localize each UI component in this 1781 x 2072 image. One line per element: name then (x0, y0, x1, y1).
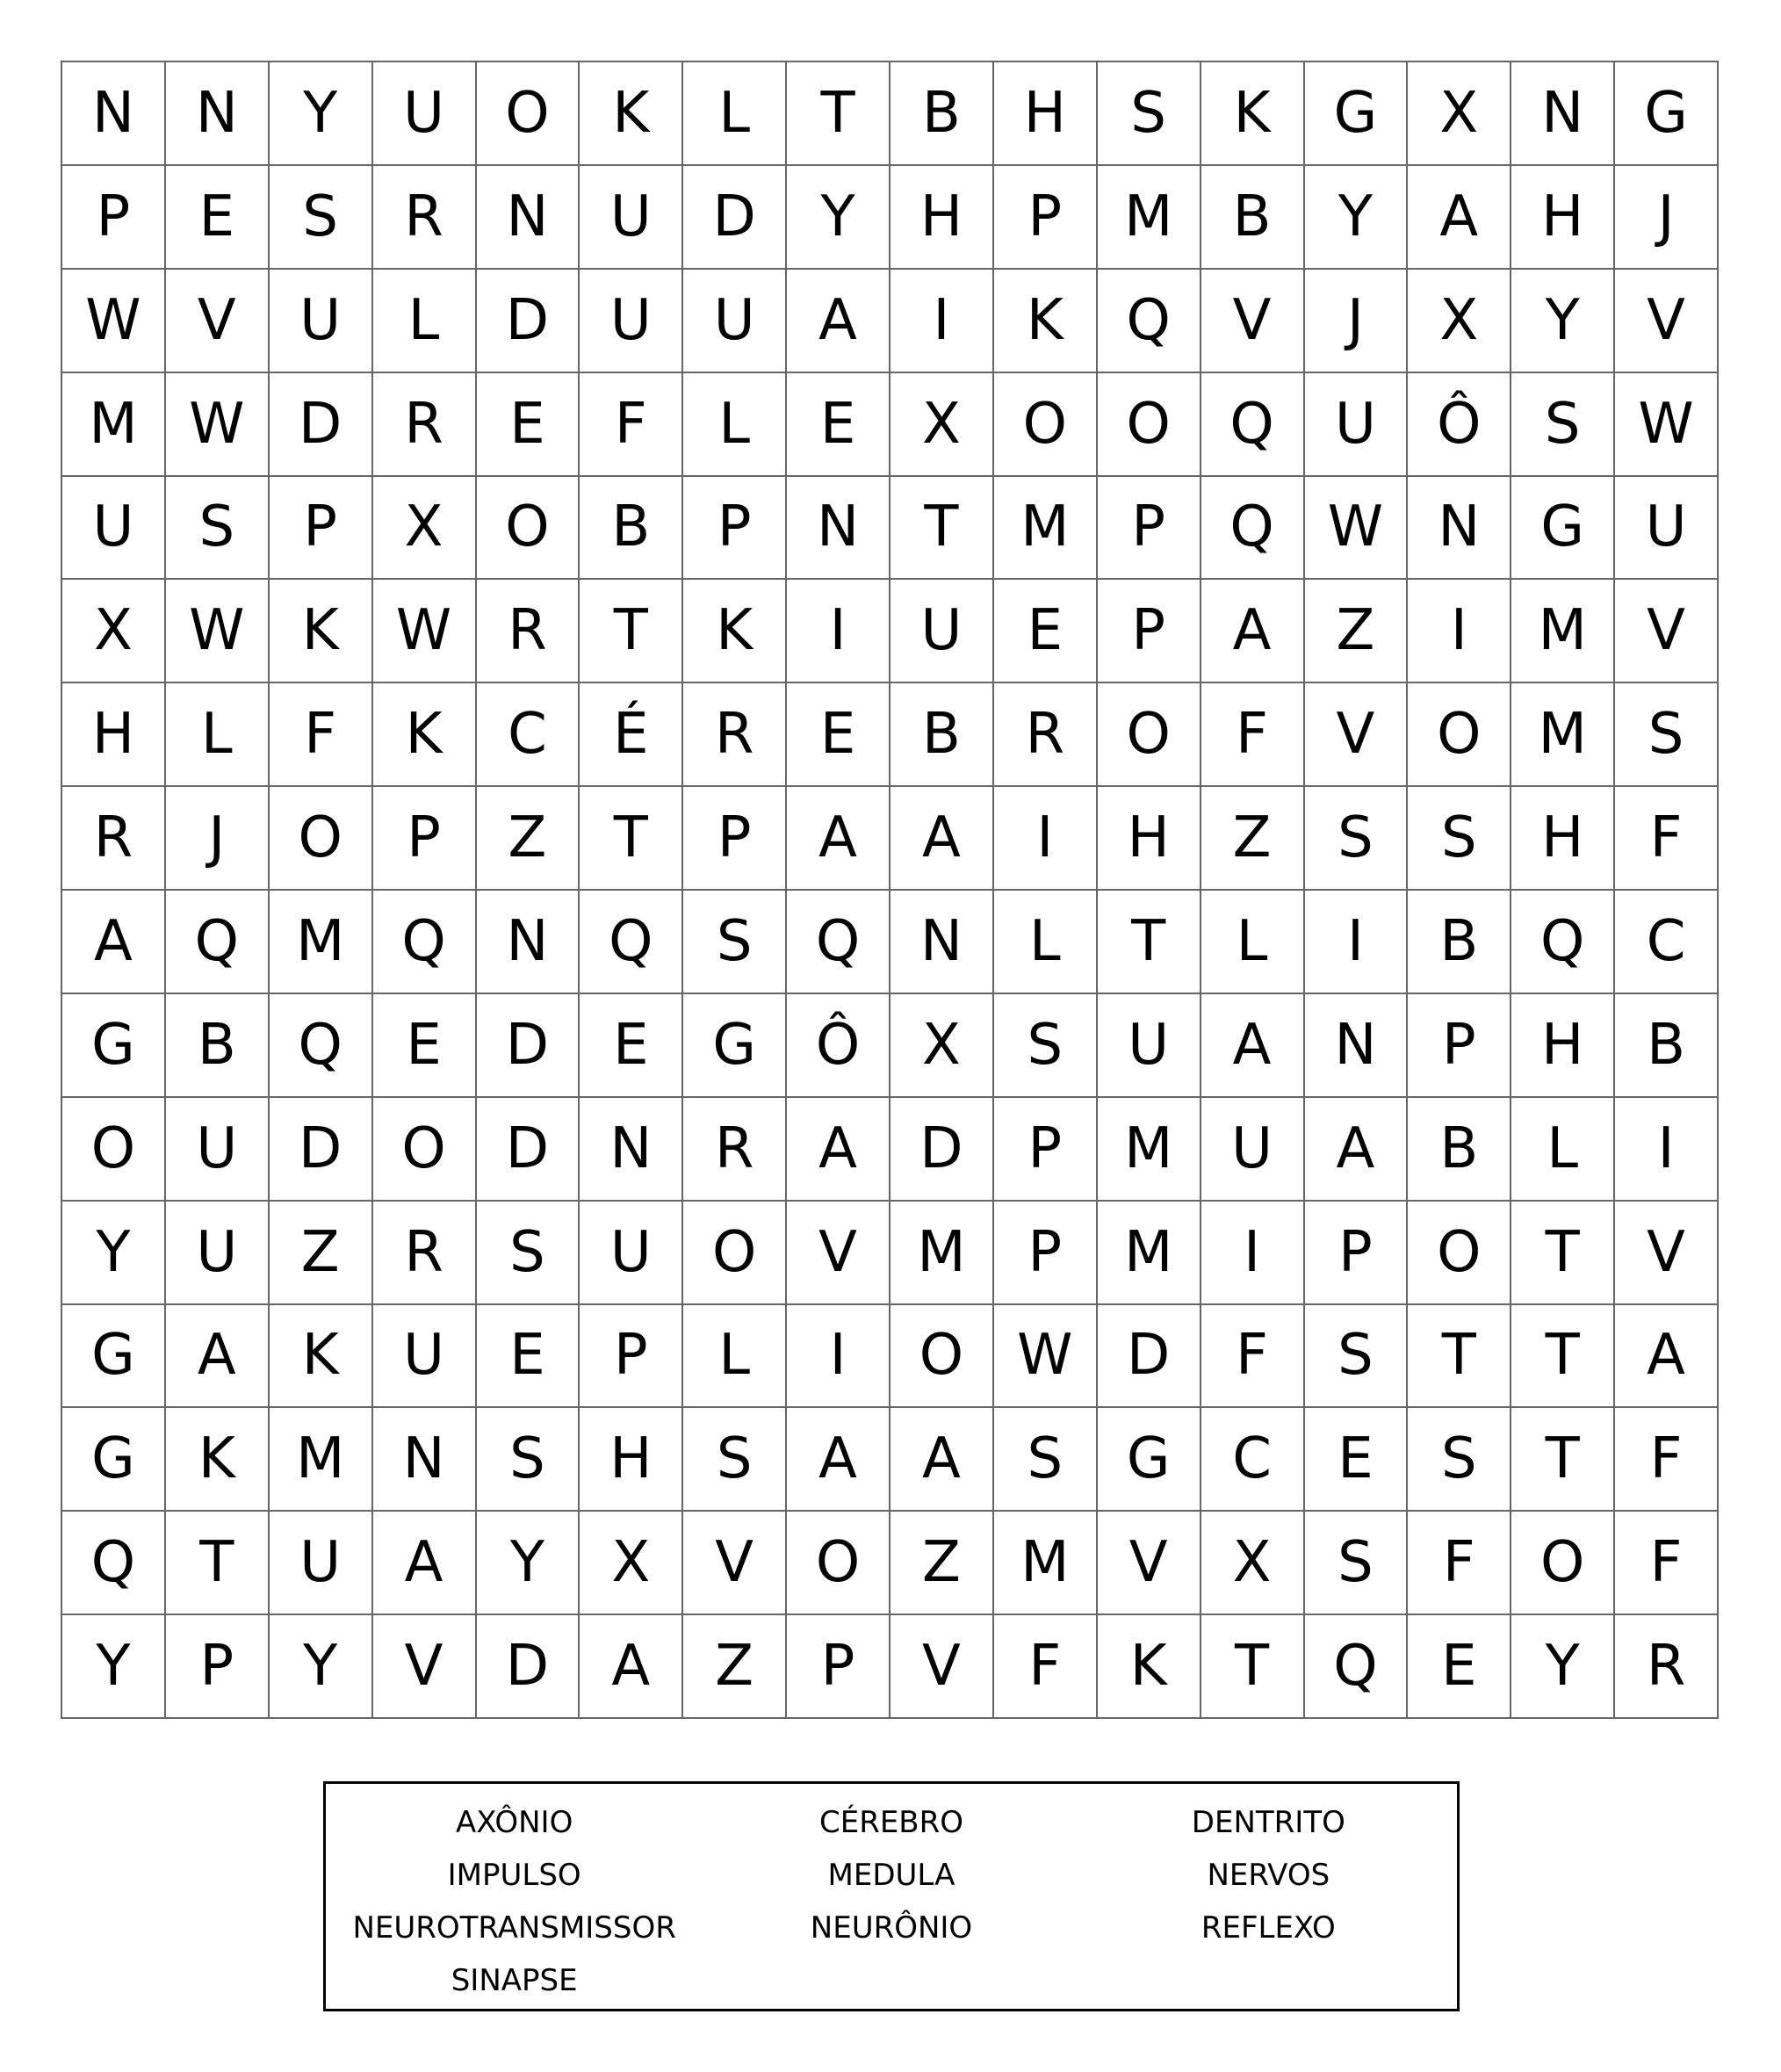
grid-cell[interactable]: S (1511, 373, 1615, 477)
grid-cell[interactable]: A (890, 787, 994, 891)
grid-cell[interactable]: D (1098, 1305, 1201, 1409)
grid-cell[interactable]: N (1511, 62, 1615, 166)
grid-cell[interactable]: H (1511, 787, 1615, 891)
grid-cell[interactable]: E (1305, 1408, 1409, 1512)
grid-cell[interactable]: S (1305, 1305, 1409, 1409)
grid-cell[interactable]: B (580, 477, 683, 581)
grid-cell[interactable]: T (580, 787, 683, 891)
grid-cell[interactable]: S (994, 994, 1098, 1098)
grid-cell[interactable]: A (62, 891, 166, 994)
grid-cell[interactable]: I (787, 1305, 890, 1409)
grid-cell[interactable]: A (1408, 166, 1511, 270)
word-item: NEURÔNIO (810, 1910, 973, 1946)
grid-cell[interactable]: Q (580, 891, 683, 994)
grid-cell[interactable]: G (62, 1305, 166, 1409)
grid-cell[interactable]: A (787, 787, 890, 891)
grid-cell[interactable]: E (1408, 1615, 1511, 1719)
grid-cell[interactable]: V (1615, 270, 1719, 373)
grid-cell[interactable]: Z (890, 1512, 994, 1615)
grid-cell[interactable]: B (890, 62, 994, 166)
grid-cell[interactable]: M (1098, 166, 1201, 270)
grid-cell[interactable]: C (1201, 1408, 1305, 1512)
grid-cell[interactable]: N (787, 477, 890, 581)
grid-cell[interactable]: I (890, 270, 994, 373)
grid-cell[interactable]: W (166, 373, 270, 477)
grid-cell[interactable]: B (1201, 166, 1305, 270)
grid-cell[interactable]: B (166, 994, 270, 1098)
grid-cell[interactable]: X (1408, 62, 1511, 166)
grid-cell[interactable]: K (270, 580, 373, 683)
grid-cell[interactable]: P (1305, 1202, 1409, 1305)
grid-cell[interactable]: P (373, 787, 477, 891)
grid-cell[interactable]: M (1098, 1202, 1201, 1305)
grid-cell[interactable]: D (477, 1098, 580, 1202)
grid-cell[interactable]: A (1305, 1098, 1409, 1202)
grid-cell[interactable]: Ô (1408, 373, 1511, 477)
grid-cell[interactable]: G (1615, 62, 1719, 166)
grid-cell[interactable]: S (166, 477, 270, 581)
grid-cell[interactable]: I (1201, 1202, 1305, 1305)
grid-cell[interactable]: F (1615, 1408, 1719, 1512)
grid-cell[interactable]: U (1615, 477, 1719, 581)
grid-cell[interactable]: S (477, 1408, 580, 1512)
grid-cell[interactable]: U (1305, 373, 1409, 477)
grid-cell[interactable]: N (1305, 994, 1409, 1098)
grid-cell[interactable]: I (1408, 580, 1511, 683)
grid-cell[interactable]: P (62, 166, 166, 270)
grid-cell[interactable]: T (1201, 1615, 1305, 1719)
grid-cell[interactable]: D (477, 270, 580, 373)
grid-cell[interactable]: P (683, 477, 787, 581)
grid-cell[interactable]: K (683, 580, 787, 683)
grid-cell[interactable]: R (994, 683, 1098, 787)
grid-cell[interactable]: Q (1305, 1615, 1409, 1719)
grid-cell[interactable]: Y (1511, 1615, 1615, 1719)
grid-cell[interactable]: M (890, 1202, 994, 1305)
grid-cell[interactable]: R (683, 683, 787, 787)
grid-cell[interactable]: R (373, 373, 477, 477)
grid-cell[interactable]: A (787, 270, 890, 373)
grid-cell[interactable]: W (1615, 373, 1719, 477)
grid-cell[interactable]: E (477, 1305, 580, 1409)
grid-cell[interactable]: S (1408, 1408, 1511, 1512)
grid-cell[interactable]: M (270, 1408, 373, 1512)
grid-cell[interactable]: U (580, 1202, 683, 1305)
grid-cell[interactable]: D (270, 373, 373, 477)
word-item: IMPULSO (447, 1858, 581, 1893)
grid-cell[interactable]: L (1511, 1098, 1615, 1202)
grid-cell[interactable]: X (890, 373, 994, 477)
grid-cell[interactable]: T (1098, 891, 1201, 994)
grid-cell[interactable]: Q (166, 891, 270, 994)
grid-cell[interactable]: P (580, 1305, 683, 1409)
grid-cell[interactable]: V (1615, 580, 1719, 683)
grid-cell[interactable]: Y (62, 1615, 166, 1719)
grid-cell[interactable]: O (270, 787, 373, 891)
grid-cell[interactable]: G (1305, 62, 1409, 166)
grid-cell[interactable]: W (62, 270, 166, 373)
word-item: SINAPSE (451, 1963, 578, 1998)
grid-cell[interactable]: Z (1305, 580, 1409, 683)
grid-cell[interactable]: P (270, 477, 373, 581)
grid-cell[interactable]: L (1201, 891, 1305, 994)
grid-cell[interactable]: S (1615, 683, 1719, 787)
grid-cell[interactable]: D (270, 1098, 373, 1202)
grid-cell[interactable]: R (477, 580, 580, 683)
grid-cell[interactable]: C (1615, 891, 1719, 994)
grid-cell[interactable]: S (994, 1408, 1098, 1512)
word-list-box (323, 1781, 1460, 2011)
grid-cell[interactable]: H (62, 683, 166, 787)
letter-grid (61, 61, 1719, 1719)
grid-cell[interactable]: A (1201, 580, 1305, 683)
grid-cell[interactable]: É (580, 683, 683, 787)
grid-cell[interactable]: T (166, 1512, 270, 1615)
grid-cell[interactable]: Y (477, 1512, 580, 1615)
grid-cell[interactable]: M (1511, 683, 1615, 787)
grid-cell[interactable]: M (994, 477, 1098, 581)
grid-cell[interactable]: S (1305, 1512, 1409, 1615)
word-item: AXÔNIO (455, 1805, 573, 1840)
grid-cell[interactable]: T (1511, 1202, 1615, 1305)
grid-cell[interactable]: V (1305, 683, 1409, 787)
grid-cell[interactable]: V (1201, 270, 1305, 373)
grid-cell[interactable]: X (1408, 270, 1511, 373)
grid-cell[interactable]: E (994, 580, 1098, 683)
grid-cell[interactable]: G (683, 994, 787, 1098)
grid-cell[interactable]: M (270, 891, 373, 994)
grid-cell[interactable]: D (477, 1615, 580, 1719)
grid-cell[interactable]: L (683, 373, 787, 477)
grid-cell[interactable]: Q (1201, 373, 1305, 477)
grid-cell[interactable]: W (166, 580, 270, 683)
grid-cell[interactable]: P (683, 787, 787, 891)
grid-cell[interactable]: O (1408, 683, 1511, 787)
grid-cell[interactable]: V (373, 1615, 477, 1719)
grid-cell[interactable]: E (787, 683, 890, 787)
grid-cell[interactable]: M (1511, 580, 1615, 683)
grid-cell[interactable]: K (994, 270, 1098, 373)
grid-cell[interactable]: I (1615, 1098, 1719, 1202)
word-item: MEDULA (827, 1858, 955, 1893)
grid-cell[interactable]: E (166, 166, 270, 270)
grid-cell[interactable]: H (1511, 166, 1615, 270)
word-item: CÉREBRO (818, 1805, 964, 1840)
grid-cell[interactable]: Z (477, 787, 580, 891)
grid-cell[interactable]: S (683, 891, 787, 994)
grid-cell[interactable]: K (270, 1305, 373, 1409)
grid-cell[interactable]: Y (270, 1615, 373, 1719)
grid-cell[interactable]: D (683, 166, 787, 270)
grid-cell[interactable]: A (890, 1408, 994, 1512)
grid-cell[interactable]: O (1098, 373, 1201, 477)
grid-cell[interactable]: A (166, 1305, 270, 1409)
word-item: NEUROTRANSMISSOR (352, 1910, 676, 1946)
grid-cell[interactable]: K (1098, 1615, 1201, 1719)
word-item: REFLEXO (1201, 1910, 1336, 1946)
grid-cell[interactable]: E (580, 994, 683, 1098)
grid-cell[interactable]: Q (1201, 477, 1305, 581)
grid-cell[interactable]: O (62, 1098, 166, 1202)
grid-cell[interactable]: R (1615, 1615, 1719, 1719)
grid-cell[interactable]: F (270, 683, 373, 787)
grid-cell[interactable]: U (166, 1202, 270, 1305)
grid-cell[interactable]: K (373, 683, 477, 787)
grid-cell[interactable]: L (994, 891, 1098, 994)
grid-cell[interactable]: G (62, 1408, 166, 1512)
grid-cell[interactable]: U (580, 166, 683, 270)
grid-cell[interactable]: P (1098, 580, 1201, 683)
grid-cell[interactable]: S (683, 1408, 787, 1512)
grid-cell[interactable]: F (1615, 1512, 1719, 1615)
grid-cell[interactable]: O (477, 477, 580, 581)
grid-cell[interactable]: U (373, 1305, 477, 1409)
grid-cell[interactable]: E (787, 373, 890, 477)
grid-cell[interactable]: G (1098, 1408, 1201, 1512)
grid-cell[interactable]: O (890, 1305, 994, 1409)
grid-cell[interactable]: Q (787, 891, 890, 994)
grid-cell[interactable]: J (1305, 270, 1409, 373)
grid-cell[interactable]: I (994, 787, 1098, 891)
grid-cell[interactable]: U (270, 1512, 373, 1615)
grid-cell[interactable]: O (477, 62, 580, 166)
grid-cell[interactable]: N (1408, 477, 1511, 581)
grid-cell[interactable]: V (890, 1615, 994, 1719)
grid-cell[interactable]: V (787, 1202, 890, 1305)
grid-cell[interactable]: U (62, 477, 166, 581)
grid-cell[interactable]: I (1305, 891, 1409, 994)
grid-cell[interactable]: Y (270, 62, 373, 166)
grid-cell[interactable]: L (166, 683, 270, 787)
grid-cell[interactable]: Z (270, 1202, 373, 1305)
grid-cell[interactable]: Ô (787, 994, 890, 1098)
grid-cell[interactable]: N (62, 62, 166, 166)
grid-cell[interactable]: T (1511, 1305, 1615, 1409)
grid-cell[interactable]: F (994, 1615, 1098, 1719)
grid-cell[interactable]: K (166, 1408, 270, 1512)
grid-cell[interactable]: O (994, 373, 1098, 477)
grid-cell[interactable]: C (477, 683, 580, 787)
grid-cell[interactable]: P (1098, 477, 1201, 581)
grid-cell[interactable]: N (477, 891, 580, 994)
grid-cell[interactable]: B (1408, 891, 1511, 994)
grid-cell[interactable]: P (1408, 994, 1511, 1098)
grid-cell[interactable]: O (787, 1512, 890, 1615)
grid-cell[interactable]: U (1098, 994, 1201, 1098)
grid-cell[interactable]: W (373, 580, 477, 683)
grid-cell[interactable]: Z (683, 1615, 787, 1719)
grid-cell[interactable]: L (683, 62, 787, 166)
grid-cell[interactable]: N (580, 1098, 683, 1202)
grid-cell[interactable]: U (890, 580, 994, 683)
grid-cell[interactable]: T (787, 62, 890, 166)
grid-cell[interactable]: J (1615, 166, 1719, 270)
grid-cell[interactable]: O (373, 1098, 477, 1202)
grid-cell[interactable]: U (1201, 1098, 1305, 1202)
grid-cell[interactable]: A (787, 1098, 890, 1202)
grid-cell[interactable]: R (683, 1098, 787, 1202)
grid-cell[interactable]: N (373, 1408, 477, 1512)
grid-cell[interactable]: B (890, 683, 994, 787)
grid-cell[interactable]: K (1201, 62, 1305, 166)
grid-cell[interactable]: B (1408, 1098, 1511, 1202)
grid-cell[interactable]: V (1615, 1202, 1719, 1305)
grid-cell[interactable]: R (373, 1202, 477, 1305)
grid-cell[interactable]: S (270, 166, 373, 270)
grid-cell[interactable]: X (1201, 1512, 1305, 1615)
grid-cell[interactable]: V (1098, 1512, 1201, 1615)
grid-cell[interactable]: J (166, 787, 270, 891)
word-item: DENTRITO (1191, 1805, 1345, 1840)
grid-cell[interactable]: W (1305, 477, 1409, 581)
grid-cell[interactable]: A (1615, 1305, 1719, 1409)
grid-cell[interactable]: G (1511, 477, 1615, 581)
grid-cell[interactable]: S (1408, 787, 1511, 891)
grid-cell[interactable]: Q (270, 994, 373, 1098)
grid-cell[interactable]: B (1615, 994, 1719, 1098)
grid-cell[interactable]: M (62, 373, 166, 477)
grid-cell[interactable]: Q (1098, 270, 1201, 373)
grid-cell[interactable]: P (994, 1098, 1098, 1202)
grid-cell[interactable]: O (1408, 1202, 1511, 1305)
grid-cell[interactable]: L (683, 1305, 787, 1409)
grid-cell[interactable]: Y (787, 166, 890, 270)
grid-cell[interactable]: W (994, 1305, 1098, 1409)
grid-cell[interactable]: Z (1201, 787, 1305, 891)
grid-cell[interactable]: T (890, 477, 994, 581)
grid-cell[interactable]: P (787, 1615, 890, 1719)
grid-cell[interactable]: U (270, 270, 373, 373)
grid-cell[interactable]: Q (1511, 891, 1615, 994)
grid-cell[interactable]: E (477, 373, 580, 477)
grid-cell[interactable]: H (1098, 787, 1201, 891)
grid-cell[interactable]: D (890, 1098, 994, 1202)
grid-cell[interactable]: Q (62, 1512, 166, 1615)
word-item: NERVOS (1207, 1858, 1330, 1893)
grid-cell[interactable]: U (373, 62, 477, 166)
grid-cell[interactable]: T (580, 580, 683, 683)
grid-cell[interactable]: R (373, 166, 477, 270)
grid-cell[interactable]: N (166, 62, 270, 166)
grid-cell[interactable]: F (1201, 683, 1305, 787)
grid-cell[interactable]: F (1201, 1305, 1305, 1409)
grid-cell[interactable]: M (994, 1512, 1098, 1615)
grid-cell[interactable]: G (62, 994, 166, 1098)
grid-cell[interactable]: H (580, 1408, 683, 1512)
grid-cell[interactable]: F (580, 373, 683, 477)
grid-cell[interactable]: X (890, 994, 994, 1098)
grid-cell[interactable]: M (1098, 1098, 1201, 1202)
grid-cell[interactable]: S (1098, 62, 1201, 166)
grid-cell[interactable]: O (1511, 1512, 1615, 1615)
grid-cell[interactable]: A (787, 1408, 890, 1512)
grid-cell[interactable]: P (994, 1202, 1098, 1305)
grid-cell[interactable]: T (1511, 1408, 1615, 1512)
grid-cell[interactable]: F (1615, 787, 1719, 891)
word-list (326, 1796, 1457, 2007)
grid-cell[interactable]: N (890, 891, 994, 994)
grid-cell[interactable]: X (580, 1512, 683, 1615)
grid-cell[interactable]: K (580, 62, 683, 166)
grid-cell[interactable]: S (477, 1202, 580, 1305)
grid-cell[interactable]: N (477, 166, 580, 270)
grid-cell[interactable]: L (373, 270, 477, 373)
grid-cell[interactable]: P (166, 1615, 270, 1719)
grid-cell[interactable]: S (1305, 787, 1409, 891)
grid-cell[interactable]: R (62, 787, 166, 891)
grid-cell[interactable]: V (683, 1512, 787, 1615)
grid-cell[interactable]: H (1511, 994, 1615, 1098)
grid-cell[interactable]: Q (373, 891, 477, 994)
grid-cell[interactable]: U (166, 1098, 270, 1202)
grid-cell[interactable]: H (890, 166, 994, 270)
grid-cell[interactable]: O (1098, 683, 1201, 787)
grid-cell[interactable]: P (994, 166, 1098, 270)
grid-cell[interactable]: O (683, 1202, 787, 1305)
grid-cell[interactable]: Y (1511, 270, 1615, 373)
grid-cell[interactable]: X (373, 477, 477, 581)
grid-cell[interactable]: H (994, 62, 1098, 166)
grid-cell[interactable]: A (1201, 994, 1305, 1098)
grid-cell[interactable]: A (373, 1512, 477, 1615)
grid-cell[interactable]: Y (62, 1202, 166, 1305)
grid-cell[interactable]: T (1408, 1305, 1511, 1409)
grid-cell[interactable]: V (166, 270, 270, 373)
grid-cell[interactable]: U (683, 270, 787, 373)
grid-cell[interactable]: I (787, 580, 890, 683)
grid-cell[interactable]: A (580, 1615, 683, 1719)
grid-cell[interactable]: F (1408, 1512, 1511, 1615)
grid-cell[interactable]: E (373, 994, 477, 1098)
grid-cell[interactable]: U (580, 270, 683, 373)
grid-cell[interactable]: Y (1305, 166, 1409, 270)
grid-cell[interactable]: D (477, 994, 580, 1098)
grid-cell[interactable]: X (62, 580, 166, 683)
